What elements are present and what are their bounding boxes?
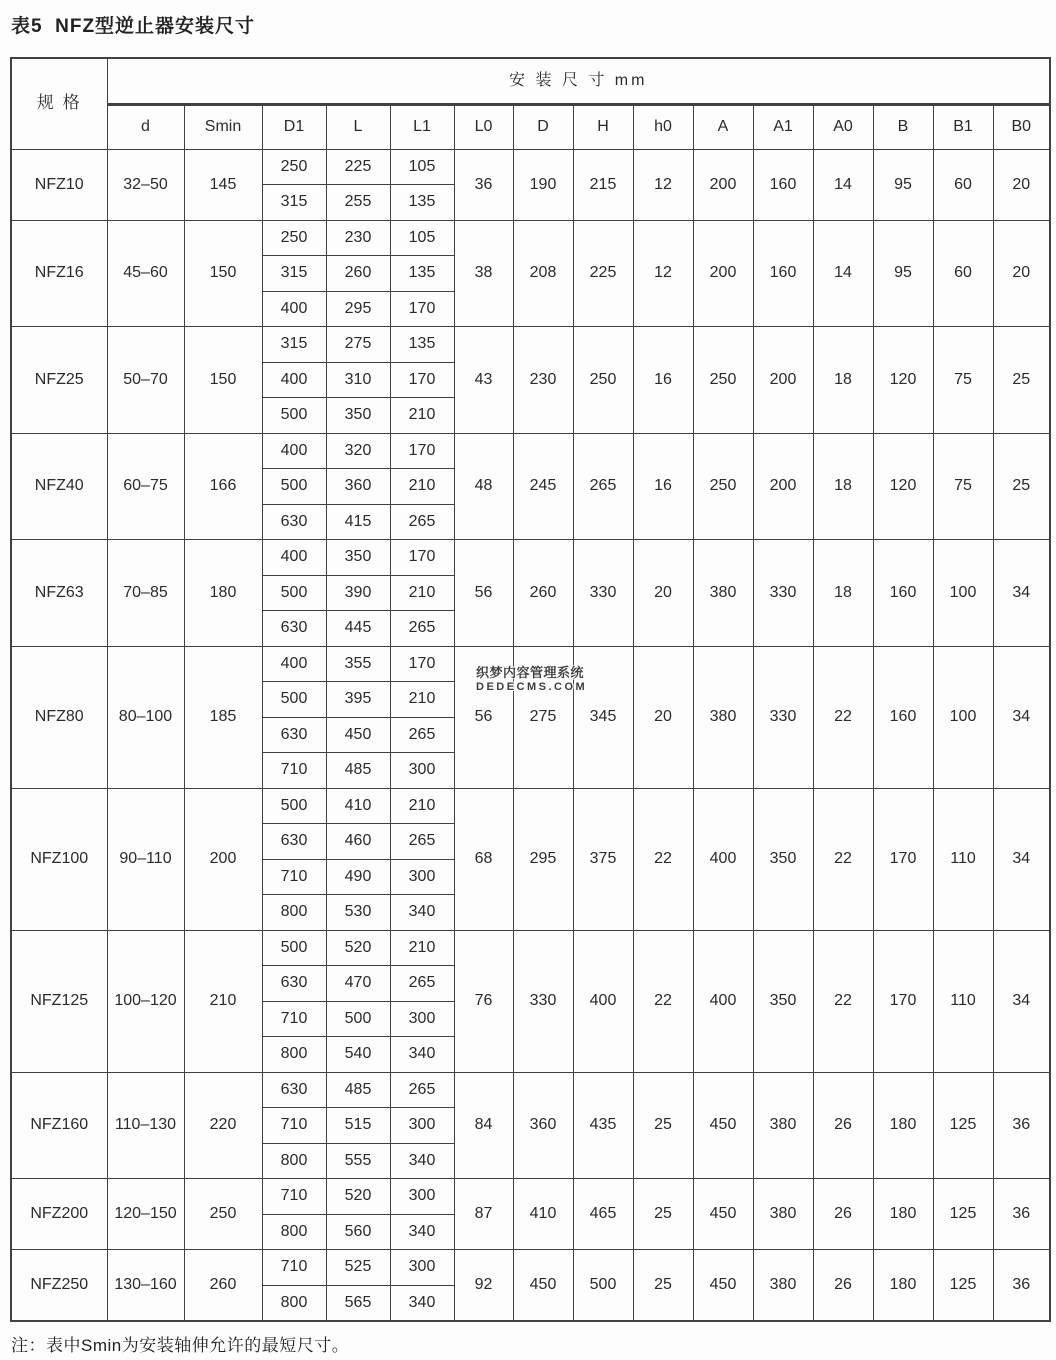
- cell-l: 460: [326, 824, 390, 860]
- cell-d: 80–100: [107, 646, 184, 788]
- cell-a: 450: [693, 1072, 753, 1179]
- cell-a: 200: [693, 149, 753, 220]
- cell-spec: NFZ200: [11, 1179, 107, 1250]
- cell-a1: 160: [753, 149, 813, 220]
- cell-l: 350: [326, 398, 390, 434]
- cell-l: 275: [326, 327, 390, 363]
- cell-d: 100–120: [107, 930, 184, 1072]
- cell-l1: 170: [390, 433, 454, 469]
- cell-h0: 25: [633, 1250, 693, 1321]
- cell-l0: 38: [454, 220, 513, 327]
- cell-d1: 250: [262, 149, 326, 185]
- cell-b0: 34: [993, 646, 1050, 788]
- cell-h0: 16: [633, 327, 693, 434]
- cell-d1: 630: [262, 611, 326, 647]
- cell-h: 435: [573, 1072, 633, 1179]
- cell-a1: 330: [753, 540, 813, 647]
- cell-d: 360: [513, 1072, 573, 1179]
- cell-l1: 300: [390, 753, 454, 789]
- cell-h0: 12: [633, 220, 693, 327]
- cell-d1: 800: [262, 1285, 326, 1321]
- table-row-nfz10: [11, 149, 1050, 185]
- cell-l: 295: [326, 291, 390, 327]
- cell-h0: 16: [633, 433, 693, 540]
- cell-l1: 210: [390, 469, 454, 505]
- cell-l1: 300: [390, 1001, 454, 1037]
- cell-a1: 350: [753, 788, 813, 930]
- cell-b0: 34: [993, 930, 1050, 1072]
- cell-a1: 350: [753, 930, 813, 1072]
- cell-l1: 265: [390, 824, 454, 860]
- cell-d1: 710: [262, 1108, 326, 1144]
- cell-a1: 330: [753, 646, 813, 788]
- cell-l0: 68: [454, 788, 513, 930]
- cell-l1: 340: [390, 1285, 454, 1321]
- cell-l: 530: [326, 895, 390, 931]
- column-header-l0: L0: [454, 104, 513, 149]
- cell-b0: 34: [993, 540, 1050, 647]
- cell-l1: 300: [390, 1179, 454, 1215]
- cell-spec: NFZ80: [11, 646, 107, 788]
- cell-l1: 105: [390, 220, 454, 256]
- cell-a0: 22: [813, 646, 873, 788]
- cell-d1: 800: [262, 1037, 326, 1073]
- cell-h0: 25: [633, 1072, 693, 1179]
- cell-d1: 315: [262, 256, 326, 292]
- cell-h: 225: [573, 220, 633, 327]
- cell-d1: 500: [262, 930, 326, 966]
- cell-d: 130–160: [107, 1250, 184, 1321]
- column-header-b: B: [873, 104, 933, 149]
- cell-d1: 630: [262, 1072, 326, 1108]
- cell-a0: 18: [813, 327, 873, 434]
- cell-b1: 60: [933, 220, 993, 327]
- cell-a0: 18: [813, 433, 873, 540]
- cell-a1: 380: [753, 1179, 813, 1250]
- cell-d: 32–50: [107, 149, 184, 220]
- cell-h: 215: [573, 149, 633, 220]
- column-header-h0: h0: [633, 104, 693, 149]
- cell-l: 520: [326, 1179, 390, 1215]
- cell-b1: 75: [933, 327, 993, 434]
- cell-d: 120–150: [107, 1179, 184, 1250]
- cell-b: 160: [873, 540, 933, 647]
- cell-d: 70–85: [107, 540, 184, 647]
- cell-a0: 18: [813, 540, 873, 647]
- cell-d1: 800: [262, 1143, 326, 1179]
- cell-d1: 400: [262, 646, 326, 682]
- cell-spec: NFZ250: [11, 1250, 107, 1321]
- cell-l: 500: [326, 1001, 390, 1037]
- cell-d1: 710: [262, 859, 326, 895]
- cell-b: 120: [873, 433, 933, 540]
- cell-l0: 84: [454, 1072, 513, 1179]
- cell-l: 415: [326, 504, 390, 540]
- column-header-d: D: [513, 104, 573, 149]
- cell-a: 250: [693, 433, 753, 540]
- cell-d: 260: [513, 540, 573, 647]
- cell-l: 485: [326, 753, 390, 789]
- cell-d: 90–110: [107, 788, 184, 930]
- cell-l: 230: [326, 220, 390, 256]
- cell-smin: 166: [184, 433, 262, 540]
- cell-d1: 500: [262, 469, 326, 505]
- cell-l0: 36: [454, 149, 513, 220]
- cell-d1: 400: [262, 362, 326, 398]
- cell-b: 95: [873, 149, 933, 220]
- cell-l: 520: [326, 930, 390, 966]
- column-header-l: L: [326, 104, 390, 149]
- cell-l1: 340: [390, 1143, 454, 1179]
- cell-h: 345: [573, 646, 633, 788]
- cell-d1: 315: [262, 327, 326, 363]
- table-row-nfz63: [11, 540, 1050, 576]
- cell-d1: 400: [262, 291, 326, 327]
- cell-a0: 26: [813, 1072, 873, 1179]
- cell-a: 250: [693, 327, 753, 434]
- cell-a: 200: [693, 220, 753, 327]
- cell-b0: 36: [993, 1072, 1050, 1179]
- cell-b: 180: [873, 1179, 933, 1250]
- cell-l0: 56: [454, 646, 513, 788]
- cell-d: 50–70: [107, 327, 184, 434]
- cell-l1: 300: [390, 859, 454, 895]
- column-header-a: A: [693, 104, 753, 149]
- cell-smin: 250: [184, 1179, 262, 1250]
- column-header-l1: L1: [390, 104, 454, 149]
- table-title: 表5 NFZ型逆止器安装尺寸: [11, 16, 256, 37]
- cell-d1: 400: [262, 540, 326, 576]
- cell-d1: 710: [262, 753, 326, 789]
- cell-l1: 170: [390, 540, 454, 576]
- cell-a1: 160: [753, 220, 813, 327]
- cell-l1: 265: [390, 717, 454, 753]
- cell-l: 490: [326, 859, 390, 895]
- cell-l: 410: [326, 788, 390, 824]
- cell-smin: 220: [184, 1072, 262, 1179]
- cell-b: 120: [873, 327, 933, 434]
- cell-l: 395: [326, 682, 390, 718]
- column-header-a0: A0: [813, 104, 873, 149]
- cell-a: 400: [693, 788, 753, 930]
- cell-a: 450: [693, 1179, 753, 1250]
- cell-l0: 43: [454, 327, 513, 434]
- cell-d: 295: [513, 788, 573, 930]
- cell-l: 525: [326, 1250, 390, 1286]
- cell-l: 310: [326, 362, 390, 398]
- cell-a0: 26: [813, 1250, 873, 1321]
- cell-l: 555: [326, 1143, 390, 1179]
- table-row-nfz200: [11, 1179, 1050, 1215]
- table-row-nfz125: [11, 930, 1050, 966]
- cell-h0: 25: [633, 1179, 693, 1250]
- cell-d1: 500: [262, 682, 326, 718]
- cell-l1: 300: [390, 1108, 454, 1144]
- cell-b1: 100: [933, 540, 993, 647]
- cell-smin: 150: [184, 220, 262, 327]
- cell-a0: 14: [813, 149, 873, 220]
- cell-l1: 135: [390, 256, 454, 292]
- table-row-nfz160: [11, 1072, 1050, 1108]
- cell-b1: 110: [933, 788, 993, 930]
- cell-spec: NFZ63: [11, 540, 107, 647]
- cell-l1: 135: [390, 185, 454, 221]
- cell-b0: 36: [993, 1250, 1050, 1321]
- watermark-line2: DEDECMS.COM: [476, 681, 588, 693]
- cell-l0: 92: [454, 1250, 513, 1321]
- cell-d: 190: [513, 149, 573, 220]
- cell-b: 170: [873, 788, 933, 930]
- cell-spec: NFZ16: [11, 220, 107, 327]
- cell-l: 515: [326, 1108, 390, 1144]
- header-columns-row: [11, 104, 1050, 149]
- cell-a0: 22: [813, 930, 873, 1072]
- cell-d1: 315: [262, 185, 326, 221]
- cell-l0: 56: [454, 540, 513, 647]
- cell-l: 355: [326, 646, 390, 682]
- cell-l0: 87: [454, 1179, 513, 1250]
- cell-smin: 260: [184, 1250, 262, 1321]
- footnote: 注：表中Smin为安装轴伸允许的最短尺寸。: [11, 1336, 350, 1355]
- cell-l: 320: [326, 433, 390, 469]
- cell-d: 330: [513, 930, 573, 1072]
- cell-d1: 630: [262, 504, 326, 540]
- table-row-nfz250: [11, 1250, 1050, 1286]
- cell-d1: 710: [262, 1250, 326, 1286]
- cell-h0: 12: [633, 149, 693, 220]
- cell-l1: 265: [390, 966, 454, 1002]
- cell-l1: 300: [390, 1250, 454, 1286]
- cell-h: 330: [573, 540, 633, 647]
- cell-b1: 60: [933, 149, 993, 220]
- cell-spec: NFZ40: [11, 433, 107, 540]
- cell-d1: 250: [262, 220, 326, 256]
- cell-h: 250: [573, 327, 633, 434]
- cell-b1: 125: [933, 1250, 993, 1321]
- cell-l: 485: [326, 1072, 390, 1108]
- table-row-nfz16: [11, 220, 1050, 256]
- cell-b: 160: [873, 646, 933, 788]
- column-header-smin: Smin: [184, 104, 262, 149]
- cell-l: 565: [326, 1285, 390, 1321]
- cell-spec: NFZ160: [11, 1072, 107, 1179]
- cell-l1: 265: [390, 611, 454, 647]
- cell-l1: 210: [390, 575, 454, 611]
- cell-l1: 135: [390, 327, 454, 363]
- column-header-a1: A1: [753, 104, 813, 149]
- cell-h0: 22: [633, 930, 693, 1072]
- column-header-b0: B0: [993, 104, 1050, 149]
- cell-b1: 110: [933, 930, 993, 1072]
- cell-a0: 22: [813, 788, 873, 930]
- install-dimensions-group-header: 安 装 尺 寸 mm: [107, 58, 1050, 104]
- cell-l1: 265: [390, 504, 454, 540]
- cell-l1: 265: [390, 1072, 454, 1108]
- cell-h: 375: [573, 788, 633, 930]
- cell-b: 95: [873, 220, 933, 327]
- cell-d1: 500: [262, 398, 326, 434]
- cell-b1: 125: [933, 1072, 993, 1179]
- cell-b0: 25: [993, 327, 1050, 434]
- cell-l0: 48: [454, 433, 513, 540]
- cell-d: 60–75: [107, 433, 184, 540]
- cell-h: 500: [573, 1250, 633, 1321]
- column-header-d: d: [107, 104, 184, 149]
- cell-b1: 100: [933, 646, 993, 788]
- cell-a1: 200: [753, 327, 813, 434]
- cell-d1: 710: [262, 1001, 326, 1037]
- cell-b: 180: [873, 1250, 933, 1321]
- cell-d1: 500: [262, 575, 326, 611]
- dimensions-table: [10, 57, 1051, 1322]
- cell-b0: 36: [993, 1179, 1050, 1250]
- cell-smin: 185: [184, 646, 262, 788]
- cell-h0: 20: [633, 646, 693, 788]
- cell-smin: 180: [184, 540, 262, 647]
- cell-l: 445: [326, 611, 390, 647]
- cell-a1: 200: [753, 433, 813, 540]
- cell-spec: NFZ125: [11, 930, 107, 1072]
- cell-d: 245: [513, 433, 573, 540]
- cell-l: 560: [326, 1214, 390, 1250]
- watermark-line1: 织梦内容管理系统: [476, 665, 585, 680]
- cell-l1: 210: [390, 398, 454, 434]
- cell-a0: 14: [813, 220, 873, 327]
- cell-l1: 340: [390, 895, 454, 931]
- cell-d1: 630: [262, 966, 326, 1002]
- cell-b: 170: [873, 930, 933, 1072]
- cell-b0: 25: [993, 433, 1050, 540]
- cell-l1: 170: [390, 362, 454, 398]
- cell-d: 275: [513, 646, 573, 788]
- cell-spec: NFZ25: [11, 327, 107, 434]
- cell-spec: NFZ10: [11, 149, 107, 220]
- cell-l1: 340: [390, 1037, 454, 1073]
- cell-h0: 20: [633, 540, 693, 647]
- cell-smin: 210: [184, 930, 262, 1072]
- column-header-b1: B1: [933, 104, 993, 149]
- cell-l: 360: [326, 469, 390, 505]
- cell-a: 380: [693, 540, 753, 647]
- cell-b1: 125: [933, 1179, 993, 1250]
- cell-a: 400: [693, 930, 753, 1072]
- cell-d1: 400: [262, 433, 326, 469]
- cell-l: 450: [326, 717, 390, 753]
- cell-d: 110–130: [107, 1072, 184, 1179]
- cell-b: 180: [873, 1072, 933, 1179]
- cell-h: 465: [573, 1179, 633, 1250]
- cell-spec: NFZ100: [11, 788, 107, 930]
- cell-l1: 210: [390, 682, 454, 718]
- cell-l1: 105: [390, 149, 454, 185]
- cell-d: 410: [513, 1179, 573, 1250]
- cell-l: 390: [326, 575, 390, 611]
- cell-l: 225: [326, 149, 390, 185]
- cell-l: 260: [326, 256, 390, 292]
- cell-l1: 170: [390, 291, 454, 327]
- cell-d: 230: [513, 327, 573, 434]
- cell-h0: 22: [633, 788, 693, 930]
- cell-l1: 210: [390, 788, 454, 824]
- cell-l: 350: [326, 540, 390, 576]
- cell-d1: 500: [262, 788, 326, 824]
- cell-a: 450: [693, 1250, 753, 1321]
- cell-d1: 710: [262, 1179, 326, 1215]
- cell-smin: 145: [184, 149, 262, 220]
- cell-d1: 800: [262, 895, 326, 931]
- cell-d1: 800: [262, 1214, 326, 1250]
- cell-a0: 26: [813, 1179, 873, 1250]
- cell-l1: 170: [390, 646, 454, 682]
- table-row-nfz40: [11, 433, 1050, 469]
- cell-l0: 76: [454, 930, 513, 1072]
- cell-b0: 34: [993, 788, 1050, 930]
- cell-d1: 630: [262, 717, 326, 753]
- header-group-row: [11, 58, 1050, 104]
- cell-a1: 380: [753, 1250, 813, 1321]
- spec-column-header: 规 格: [11, 58, 107, 149]
- cell-smin: 200: [184, 788, 262, 930]
- cell-h: 400: [573, 930, 633, 1072]
- cell-l1: 340: [390, 1214, 454, 1250]
- table-row-nfz25: [11, 327, 1050, 363]
- cell-b1: 75: [933, 433, 993, 540]
- cell-smin: 150: [184, 327, 262, 434]
- column-header-h: H: [573, 104, 633, 149]
- cell-d: 208: [513, 220, 573, 327]
- cell-b0: 20: [993, 149, 1050, 220]
- cell-l: 540: [326, 1037, 390, 1073]
- cell-l: 255: [326, 185, 390, 221]
- cell-l1: 210: [390, 930, 454, 966]
- cell-d1: 630: [262, 824, 326, 860]
- table-row-nfz100: [11, 788, 1050, 824]
- column-header-d1: D1: [262, 104, 326, 149]
- cell-a1: 380: [753, 1072, 813, 1179]
- cell-d: 45–60: [107, 220, 184, 327]
- cell-d: 450: [513, 1250, 573, 1321]
- cell-l: 470: [326, 966, 390, 1002]
- cell-a: 380: [693, 646, 753, 788]
- table-row-nfz80: [11, 646, 1050, 682]
- cell-b0: 20: [993, 220, 1050, 327]
- cell-h: 265: [573, 433, 633, 540]
